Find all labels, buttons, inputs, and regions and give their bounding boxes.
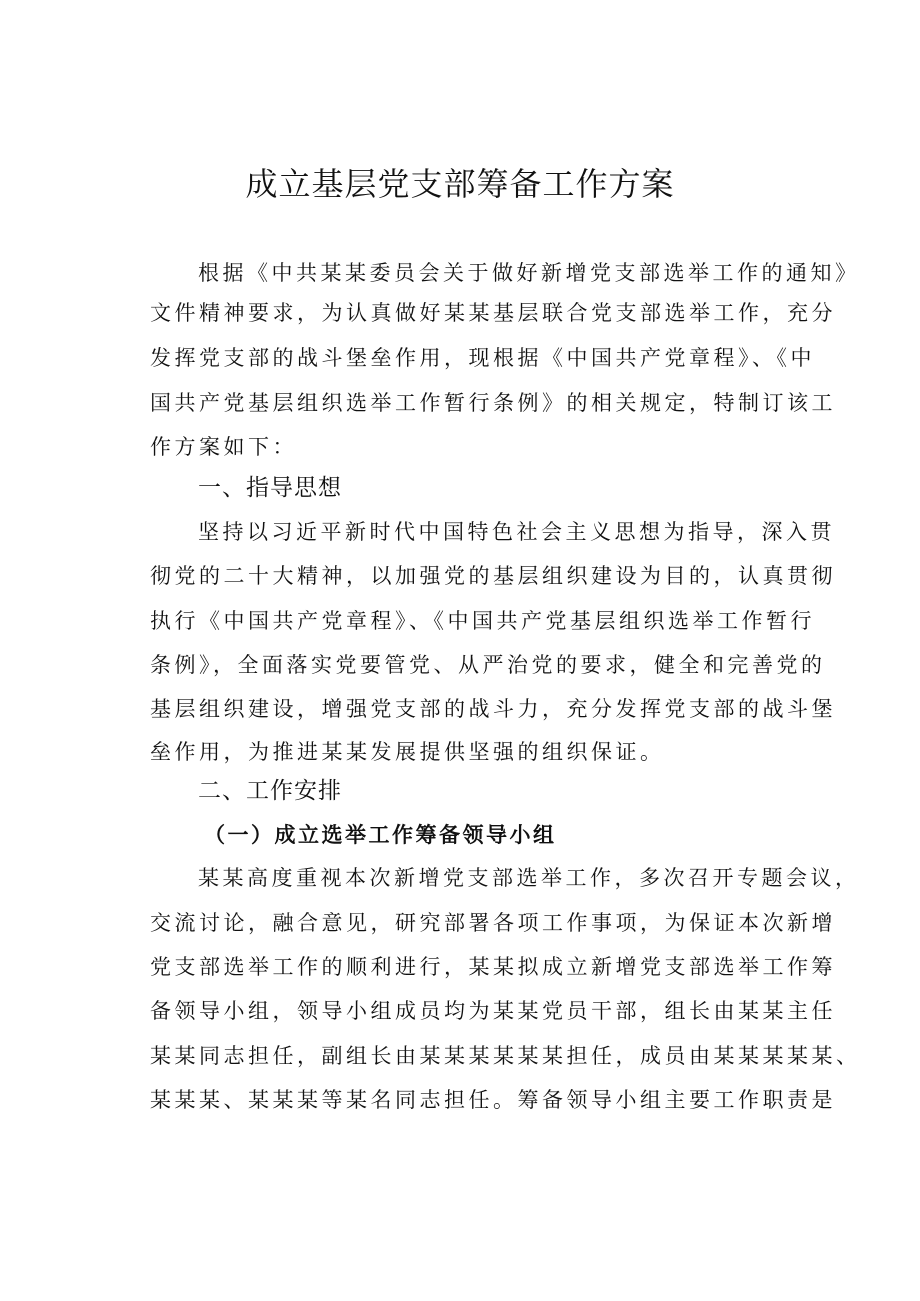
section1-line: 条例》，全面落实党要管党、从严治党的要求，健全和完善党的 bbox=[150, 653, 826, 677]
intro-line: 根据《中共某某委员会关于做好新增党支部选举工作的通知》 bbox=[198, 261, 860, 285]
section-heading-guiding-ideology: 一、指导思想 bbox=[198, 475, 342, 501]
section2-line: 某某某、某某某等某名同志担任。筹备领导小组主要工作职责是 bbox=[150, 1088, 836, 1112]
section-heading-work-arrangement: 二、工作安排 bbox=[198, 778, 342, 804]
subsection-heading-leading-group: （一）成立选举工作筹备领导小组 bbox=[204, 822, 557, 847]
section2-line: 某某高度重视本次新增党支部选举工作，多次召开专题会议， bbox=[198, 866, 860, 890]
section2-line: 交流讨论，融合意见，研究部署各项工作事项，为保证本次新增 bbox=[150, 911, 836, 935]
document-title: 成立基层党支部筹备工作方案 bbox=[245, 165, 675, 203]
section1-line: 彻党的二十大精神，以加强党的基层组织建设为目的，认真贯彻 bbox=[150, 564, 836, 588]
section2-line: 某某同志担任，副组长由某某某某某某担任，成员由某某某某某、 bbox=[150, 1044, 861, 1068]
section2-line: 备领导小组，领导小组成员均为某某党员干部，组长由某某主任 bbox=[150, 999, 836, 1023]
intro-line: 文件精神要求，为认真做好某某基层联合党支部选举工作，充分 bbox=[150, 301, 836, 325]
section1-line: 执行《中国共产党章程》、《中国共产党基层组织选举工作暂行 bbox=[150, 609, 815, 633]
section1-line: 垒作用，为推进某某发展提供坚强的组织保证。 bbox=[150, 740, 665, 764]
intro-line: 发挥党支部的战斗堡垒作用，现根据《中国共产党章程》、《中 bbox=[150, 346, 815, 370]
section1-line: 坚持以习近平新时代中国特色社会主义思想为指导，深入贯 bbox=[198, 520, 835, 544]
intro-line: 国共产党基层组织选举工作暂行条例》的相关规定，特制订该工 bbox=[150, 391, 836, 415]
section1-line: 基层组织建设，增强党支部的战斗力，充分发挥党支部的战斗堡 bbox=[150, 697, 836, 721]
intro-line: 作方案如下： bbox=[150, 435, 297, 459]
section2-line: 党支部选举工作的顺利进行，某某拟成立新增党支部选举工作筹 bbox=[150, 955, 836, 979]
